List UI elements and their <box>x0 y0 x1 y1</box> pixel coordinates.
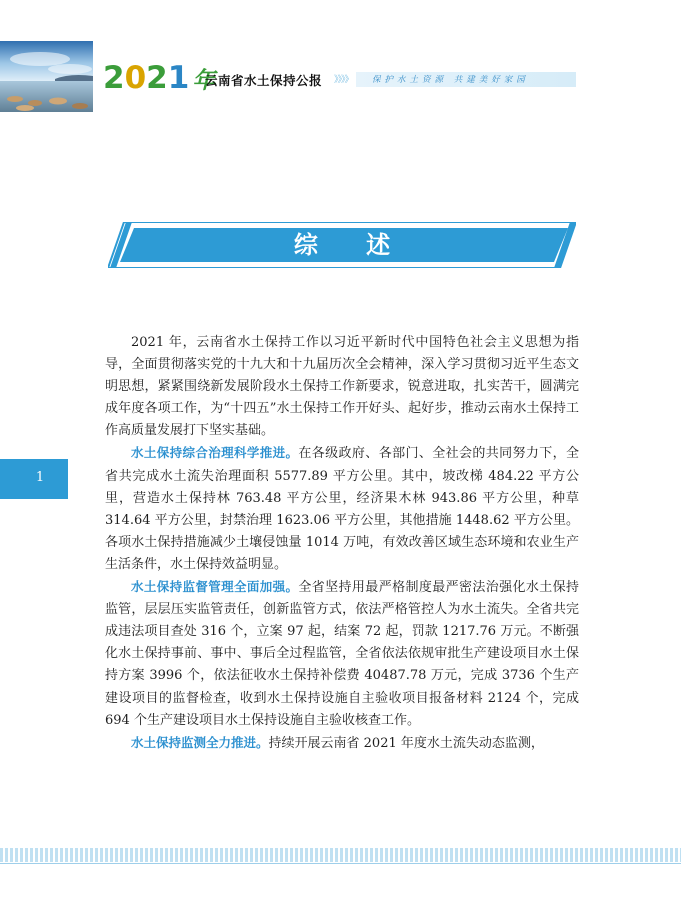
paragraph-supervision <box>105 576 579 732</box>
paragraph-text: 全省坚持用最严格制度最严密法治强化水土保持监管，层层压实监管责任，创新监管方式，依法严格管控人为水土流失。全省共完成违法项目查处 316 个，立案 97 起，结案 72 起，罚款 1217.76 万元。不断强化水土保持事前、事中、事后全过程监管，全省依法依规审批生产建设项目水土保持方案 3996 个，依法征收水土保持补偿费 40487.78 万元，完成 3736 个生产建设项目的监督检查，收到水土保持设施自主验收项目报备材料 2124 个，完成 694 个生产建设项目水土保持设施自主验收核查工作。 <box>105 580 579 728</box>
year-suffix: 年 <box>192 67 216 94</box>
paragraph-text: 持续开展云南省 2021 年度水土流失动态监测， <box>268 735 544 751</box>
body-text <box>105 332 579 755</box>
year-digit: 0 <box>124 59 147 96</box>
page-tab-underline <box>0 497 68 499</box>
footer-decorative-band <box>0 848 681 862</box>
paragraph-text: 2021 年，云南省水土保持工作以习近平新时代中国特色社会主义思想为指导，全面贯彻落实党的十九大和十九届历次全会精神，深入学习贯彻习近平生态文明思想，紧紧围绕新发展阶段水土保持工作新要求，锐意进取，扎实苦干，圆满完成年度各项工作，为“十四五”水土保持工作开好头、起好步，推动云南水土保持工作高质量发展打下坚实基础。 <box>105 335 579 439</box>
chevron-arrows-icon: 》》》》 <box>334 75 353 85</box>
header-slogan: 保护水土资源 共建美好家园 <box>372 75 529 85</box>
paragraph-text: 在各级政府、各部门、全社会的共同努力下，全省共完成水土流失治理面积 5577.89 平方公里。其中，坡改梯 484.22 平方公里，营造水土保持林 763.48 平方公里，经济果木林 943.86 平方公里，种草 314.64 平方公里，封禁治理 1623.06 平方公里，其他措施 1448.62 平方公里。各项水土保持措施减少土壤侵蚀量 1014 万吨，有效改善区域生态环境和农业生产生活条件，水土保持效益明显。 <box>105 446 579 572</box>
year-digit: 2 <box>103 59 125 96</box>
year-digit: 1 <box>167 59 190 96</box>
paragraph-monitoring <box>105 732 579 755</box>
page-number-tab <box>0 459 68 497</box>
paragraph-intro <box>105 332 579 442</box>
section-title: 综 述 <box>293 231 411 259</box>
paragraph-highlight: 水土保持监督管理全面加强。 <box>131 579 299 595</box>
year-digit: 2 <box>146 59 168 96</box>
section-title-banner <box>108 222 576 268</box>
paragraph-comprehensive-treatment <box>105 442 579 576</box>
paragraph-highlight: 水土保持监测全力推进。 <box>131 734 269 750</box>
header-landscape-photo <box>0 41 93 112</box>
paragraph-highlight: 水土保持综合治理科学推进。 <box>131 445 299 461</box>
report-title: 云南省水土保持公报 <box>205 73 323 88</box>
footer-divider <box>0 863 681 864</box>
report-year-logo <box>103 60 215 96</box>
page-number: 1 <box>35 470 45 485</box>
